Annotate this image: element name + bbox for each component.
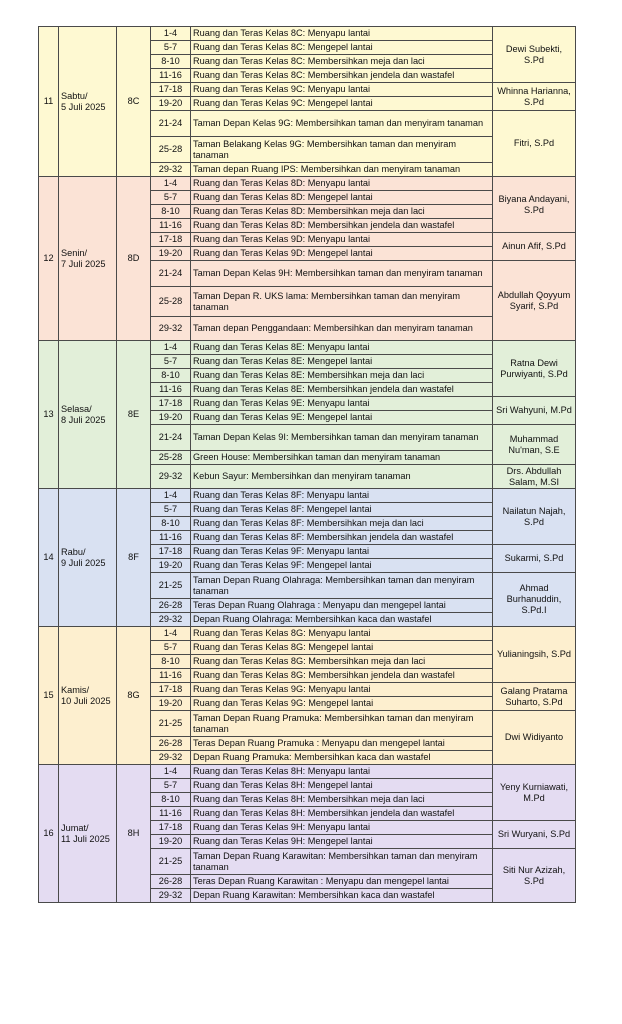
student-range: 21-25 — [151, 849, 191, 875]
student-range: 29-32 — [151, 465, 191, 489]
student-range: 17-18 — [151, 821, 191, 835]
date-label: 9 Juli 2025 — [61, 557, 106, 568]
day-label: Jumat/ — [61, 822, 89, 833]
student-range: 21-24 — [151, 425, 191, 451]
task-description: Ruang dan Teras Kelas 9H: Menyapu lantai — [191, 821, 493, 835]
student-range: 11-16 — [151, 219, 191, 233]
group-number: 12 — [39, 177, 59, 341]
student-range: 19-20 — [151, 835, 191, 849]
day-label: Senin/ — [61, 247, 88, 258]
task-description: Taman Depan R. UKS lama: Membersihkan taman dan menyiram tanaman — [191, 287, 493, 317]
student-range: 29-32 — [151, 613, 191, 627]
task-description: Taman depan Ruang IPS: Membersihkan dan menyiram tanaman — [191, 163, 493, 177]
task-description: Ruang dan Teras Kelas 9C: Menyapu lantai — [191, 83, 493, 97]
student-range: 11-16 — [151, 531, 191, 545]
student-range: 17-18 — [151, 397, 191, 411]
task-description: Taman depan Penggandaan: Membersihkan dan menyiram tanaman — [191, 317, 493, 341]
task-description: Ruang dan Teras Kelas 8C: Mengepel lantai — [191, 41, 493, 55]
student-range: 19-20 — [151, 697, 191, 711]
date-label: 8 Juli 2025 — [61, 414, 106, 425]
student-range: 8-10 — [151, 205, 191, 219]
teacher-name: Nailatun Najah, S.Pd — [493, 489, 576, 545]
group-number: 16 — [39, 765, 59, 903]
task-description: Taman Depan Kelas 9H: Membersihkan taman dan menyiram tanaman — [191, 261, 493, 287]
task-description: Ruang dan Teras Kelas 8G: Mengepel lantai — [191, 641, 493, 655]
task-description: Teras Depan Ruang Pramuka : Menyapu dan mengepel lantai — [191, 737, 493, 751]
student-range: 21-24 — [151, 261, 191, 287]
student-range: 11-16 — [151, 69, 191, 83]
task-description: Ruang dan Teras Kelas 8H: Membersihkan meja dan laci — [191, 793, 493, 807]
class-cell: 8F — [117, 489, 151, 627]
task-description: Kebun Sayur: Membersihkan dan menyiram tanaman — [191, 465, 493, 489]
student-range: 1-4 — [151, 765, 191, 779]
task-description: Ruang dan Teras Kelas 8H: Mengepel lantai — [191, 779, 493, 793]
task-description: Taman Depan Ruang Pramuka: Membersihkan taman dan menyiram tanaman — [191, 711, 493, 737]
task-description: Ruang dan Teras Kelas 8G: Membersihkan jendela dan wastafel — [191, 669, 493, 683]
task-description: Ruang dan Teras Kelas 9G: Mengepel lantai — [191, 697, 493, 711]
student-range: 17-18 — [151, 83, 191, 97]
student-range: 29-32 — [151, 889, 191, 903]
student-range: 5-7 — [151, 191, 191, 205]
student-range: 1-4 — [151, 489, 191, 503]
teacher-name: Whinna Harianna, S.Pd — [493, 83, 576, 111]
task-description: Ruang dan Teras Kelas 9G: Menyapu lantai — [191, 683, 493, 697]
teacher-name: Yeny Kurniawati, M.Pd — [493, 765, 576, 821]
student-range: 29-32 — [151, 317, 191, 341]
student-range: 1-4 — [151, 627, 191, 641]
student-range: 5-7 — [151, 41, 191, 55]
student-range: 11-16 — [151, 807, 191, 821]
task-description: Ruang dan Teras Kelas 8F: Mengepel lantai — [191, 503, 493, 517]
task-description: Ruang dan Teras Kelas 9F: Menyapu lantai — [191, 545, 493, 559]
task-description: Green House: Membersihkan taman dan menyiram tanaman — [191, 451, 493, 465]
day-date-cell — [59, 177, 117, 341]
teacher-name: Fitri, S.Pd — [493, 111, 576, 177]
date-label: 7 Juli 2025 — [61, 258, 106, 269]
class-cell: 8C — [117, 27, 151, 177]
task-description: Ruang dan Teras Kelas 8D: Mengepel lantai — [191, 191, 493, 205]
table-row — [39, 489, 576, 503]
class-cell: 8E — [117, 341, 151, 489]
teacher-name: Siti Nur Azizah, S.Pd — [493, 849, 576, 903]
task-description: Ruang dan Teras Kelas 8H: Menyapu lantai — [191, 765, 493, 779]
student-range: 5-7 — [151, 503, 191, 517]
student-range: 17-18 — [151, 545, 191, 559]
teacher-name: Sri Wuryani, S.Pd — [493, 821, 576, 849]
schedule-body — [39, 27, 576, 903]
date-label: 10 Juli 2025 — [61, 695, 111, 706]
student-range: 19-20 — [151, 247, 191, 261]
teacher-name: Biyana Andayani, S.Pd — [493, 177, 576, 233]
student-range: 26-28 — [151, 599, 191, 613]
task-description: Ruang dan Teras Kelas 8E: Menyapu lantai — [191, 341, 493, 355]
task-description: Depan Ruang Karawitan: Membersihkan kaca dan wastafel — [191, 889, 493, 903]
teacher-name: Dwi Widiyanto — [493, 711, 576, 765]
task-description: Teras Depan Ruang Olahraga : Menyapu dan mengepel lantai — [191, 599, 493, 613]
student-range: 8-10 — [151, 793, 191, 807]
student-range: 19-20 — [151, 559, 191, 573]
task-description: Ruang dan Teras Kelas 8D: Membersihkan jendela dan wastafel — [191, 219, 493, 233]
student-range: 19-20 — [151, 411, 191, 425]
date-label: 5 Juli 2025 — [61, 101, 106, 112]
table-row — [39, 27, 576, 41]
task-description: Ruang dan Teras Kelas 8E: Mengepel lantai — [191, 355, 493, 369]
student-range: 5-7 — [151, 641, 191, 655]
table-row — [39, 177, 576, 191]
task-description: Taman Depan Ruang Olahraga: Membersihkan taman dan menyiram tanaman — [191, 573, 493, 599]
student-range: 21-25 — [151, 573, 191, 599]
task-description: Ruang dan Teras Kelas 9E: Mengepel lantai — [191, 411, 493, 425]
student-range: 25-28 — [151, 287, 191, 317]
table-row — [39, 627, 576, 641]
task-description: Ruang dan Teras Kelas 9F: Mengepel lantai — [191, 559, 493, 573]
student-range: 8-10 — [151, 655, 191, 669]
student-range: 1-4 — [151, 177, 191, 191]
student-range: 5-7 — [151, 779, 191, 793]
task-description: Ruang dan Teras Kelas 8E: Membersihkan jendela dan wastafel — [191, 383, 493, 397]
teacher-name: Muhammad Nu'man, S.E — [493, 425, 576, 465]
class-cell: 8D — [117, 177, 151, 341]
class-cell: 8G — [117, 627, 151, 765]
day-date-cell — [59, 489, 117, 627]
student-range: 21-25 — [151, 711, 191, 737]
task-description: Taman Depan Kelas 9G: Membersihkan taman dan menyiram tanaman — [191, 111, 493, 137]
task-description: Taman Belakang Kelas 9G: Membersihkan taman dan menyiram tanaman — [191, 137, 493, 163]
task-description: Depan Ruang Pramuka: Membersihkan kaca dan wastafel — [191, 751, 493, 765]
task-description: Ruang dan Teras Kelas 8C: Membersihkan meja dan laci — [191, 55, 493, 69]
task-description: Teras Depan Ruang Karawitan : Menyapu dan mengepel lantai — [191, 875, 493, 889]
student-range: 1-4 — [151, 341, 191, 355]
student-range: 11-16 — [151, 383, 191, 397]
task-description: Taman Depan Kelas 9I: Membersihkan taman dan menyiram tanaman — [191, 425, 493, 451]
student-range: 17-18 — [151, 233, 191, 247]
teacher-name: Galang Pratama Suharto, S.Pd — [493, 683, 576, 711]
day-label: Kamis/ — [61, 684, 90, 695]
day-date-cell — [59, 27, 117, 177]
table-row — [39, 765, 576, 779]
student-range: 29-32 — [151, 751, 191, 765]
teacher-name: Ainun Afif, S.Pd — [493, 233, 576, 261]
schedule-table — [38, 26, 576, 903]
group-number: 13 — [39, 341, 59, 489]
student-range: 25-28 — [151, 451, 191, 465]
day-date-cell — [59, 627, 117, 765]
task-description: Ruang dan Teras Kelas 9H: Mengepel lantai — [191, 835, 493, 849]
task-description: Ruang dan Teras Kelas 9E: Menyapu lantai — [191, 397, 493, 411]
day-label: Rabu/ — [61, 546, 86, 557]
student-range: 8-10 — [151, 517, 191, 531]
task-description: Ruang dan Teras Kelas 8D: Menyapu lantai — [191, 177, 493, 191]
teacher-name: Sukarmi, S.Pd — [493, 545, 576, 573]
class-cell: 8H — [117, 765, 151, 903]
task-description: Ruang dan Teras Kelas 8G: Menyapu lantai — [191, 627, 493, 641]
day-date-cell — [59, 341, 117, 489]
task-description: Ruang dan Teras Kelas 8F: Membersihkan meja dan laci — [191, 517, 493, 531]
student-range: 26-28 — [151, 875, 191, 889]
student-range: 26-28 — [151, 737, 191, 751]
teacher-name: Dewi Subekti, S.Pd — [493, 27, 576, 83]
student-range: 29-32 — [151, 163, 191, 177]
day-date-cell — [59, 765, 117, 903]
teacher-name: Ahmad Burhanuddin, S.Pd.I — [493, 573, 576, 627]
task-description: Ruang dan Teras Kelas 8G: Membersihkan meja dan laci — [191, 655, 493, 669]
task-description: Ruang dan Teras Kelas 8H: Membersihkan jendela dan wastafel — [191, 807, 493, 821]
group-number: 15 — [39, 627, 59, 765]
date-label: 11 Juli 2025 — [61, 833, 110, 844]
student-range: 11-16 — [151, 669, 191, 683]
student-range: 17-18 — [151, 683, 191, 697]
student-range: 8-10 — [151, 369, 191, 383]
teacher-name: Abdullah Qoyyum Syarif, S.Pd — [493, 261, 576, 341]
group-number: 14 — [39, 489, 59, 627]
student-range: 19-20 — [151, 97, 191, 111]
task-description: Depan Ruang Olahraga: Membersihkan kaca dan wastafel — [191, 613, 493, 627]
task-description: Ruang dan Teras Kelas 8D: Membersihkan meja dan laci — [191, 205, 493, 219]
task-description: Ruang dan Teras Kelas 8F: Menyapu lantai — [191, 489, 493, 503]
task-description: Ruang dan Teras Kelas 8C: Menyapu lantai — [191, 27, 493, 41]
student-range: 8-10 — [151, 55, 191, 69]
task-description: Ruang dan Teras Kelas 8E: Membersihkan meja dan laci — [191, 369, 493, 383]
task-description: Ruang dan Teras Kelas 8C: Membersihkan jendela dan wastafel — [191, 69, 493, 83]
task-description: Ruang dan Teras Kelas 9C: Mengepel lantai — [191, 97, 493, 111]
teacher-name: Ratna Dewi Purwiyanti, S.Pd — [493, 341, 576, 397]
student-range: 1-4 — [151, 27, 191, 41]
teacher-name: Yulianingsih, S.Pd — [493, 627, 576, 683]
table-row — [39, 341, 576, 355]
day-label: Selasa/ — [61, 403, 92, 414]
student-range: 21-24 — [151, 111, 191, 137]
day-label: Sabtu/ — [61, 90, 88, 101]
task-description: Ruang dan Teras Kelas 8F: Membersihkan jendela dan wastafel — [191, 531, 493, 545]
student-range: 5-7 — [151, 355, 191, 369]
task-description: Ruang dan Teras Kelas 9D: Mengepel lantai — [191, 247, 493, 261]
student-range: 25-28 — [151, 137, 191, 163]
task-description: Ruang dan Teras Kelas 9D: Menyapu lantai — [191, 233, 493, 247]
teacher-name: Sri Wahyuni, M.Pd — [493, 397, 576, 425]
group-number: 11 — [39, 27, 59, 177]
task-description: Taman Depan Ruang Karawitan: Membersihkan taman dan menyiram tanaman — [191, 849, 493, 875]
teacher-name: Drs. Abdullah Salam, M.SI — [493, 465, 576, 489]
